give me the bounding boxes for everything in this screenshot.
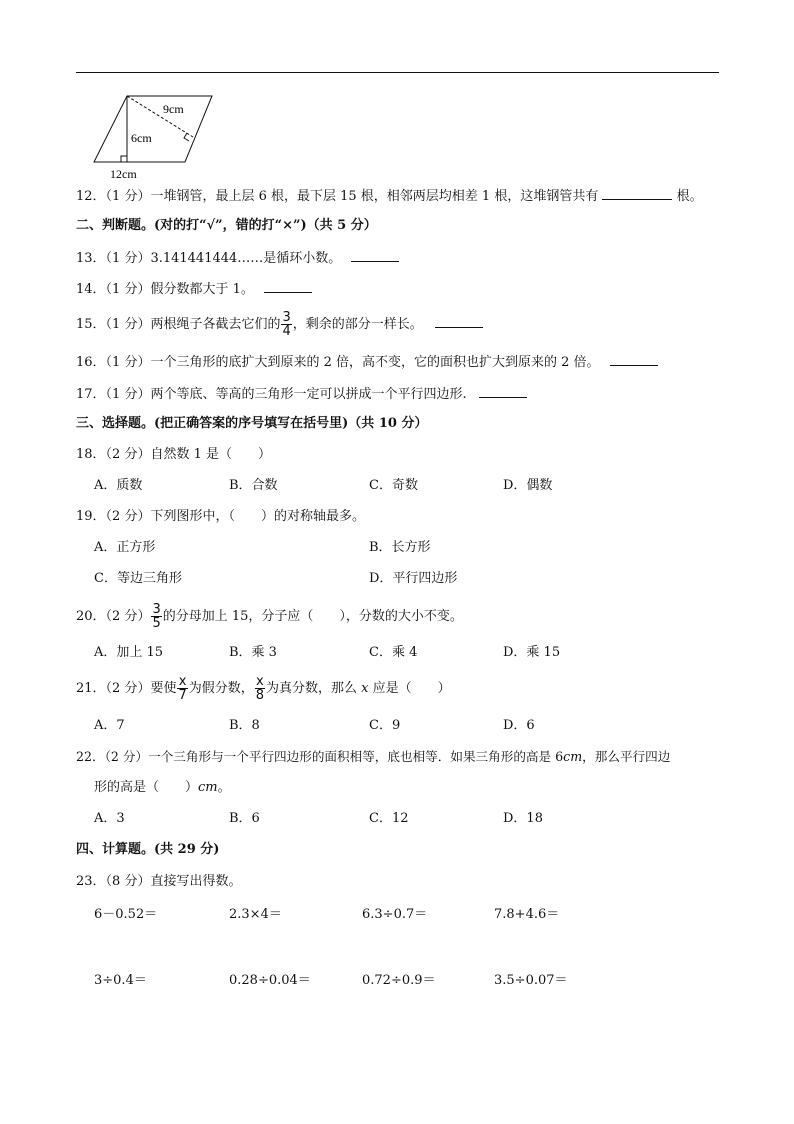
question-17: 17．（1 分）两个等底、等高的三角形一定可以拼成一个平行四边形. bbox=[76, 385, 527, 404]
q22-option-d[interactable]: D．18 bbox=[503, 811, 543, 826]
fraction-3-5: $\frac{3}{5}$ bbox=[152, 602, 161, 631]
question-22-line-2: 形的高是（ ）cm。 bbox=[94, 780, 231, 795]
q22-option-c[interactable]: C．12 bbox=[369, 811, 409, 826]
right-angle-mark bbox=[121, 156, 127, 162]
question-18: 18．（2 分）自然数 1 是（ ） bbox=[76, 447, 271, 462]
question-13: 13．（1 分）3.141441444……是循环小数。 bbox=[76, 249, 399, 268]
parallelogram-figure bbox=[90, 92, 220, 182]
section-4-title: 四、计算题。(共 29 分) bbox=[76, 842, 220, 857]
header-rule bbox=[76, 72, 719, 73]
q18-option-a[interactable]: A．质数 bbox=[94, 478, 143, 493]
q20-option-b[interactable]: B．乘 3 bbox=[229, 645, 277, 660]
calc-1-2: 2.3×4＝ bbox=[229, 907, 282, 922]
parallelogram-shape bbox=[94, 96, 212, 162]
q22-option-b[interactable]: B．6 bbox=[229, 811, 260, 826]
fraction-3-4: $\frac{3}{4}$ bbox=[282, 310, 291, 339]
question-22-line-1: 22．（2 分）一个三角形与一个平行四边形的面积相等，底也相等．如果三角形的高是 6cm，那么平行四边 bbox=[76, 749, 671, 764]
q20-option-d[interactable]: D．乘 15 bbox=[503, 645, 561, 660]
question-16: 16．（1 分）一个三角形的底扩大到原来的 2 倍，高不变，它的面积也扩大到原来的 2 倍。 bbox=[76, 353, 658, 372]
q21-option-b[interactable]: B．8 bbox=[229, 718, 260, 733]
calc-2-3: 0.72÷0.9＝ bbox=[362, 973, 436, 988]
q19-option-c[interactable]: C．等边三角形 bbox=[94, 571, 182, 586]
question-21: 21．（2 分）要使 $\frac{x}{7}$ 为假分数， $\frac{x}{8}$ 为真分数，那么 x 应是（ ） bbox=[76, 674, 451, 703]
answer-blank-17[interactable] bbox=[479, 385, 527, 398]
label-diag: 9cm bbox=[163, 102, 184, 116]
calc-2-1: 3÷0.4＝ bbox=[94, 973, 147, 988]
section-2-title: 二、判断题。(对的打“√”，错的打“×”)（共 5 分） bbox=[76, 218, 377, 233]
question-15: 15．（1 分）两根绳子各截去它们的 $\frac{3}{4}$ ，剩余的部分一样长。 bbox=[76, 311, 483, 338]
answer-blank-14[interactable] bbox=[264, 280, 312, 293]
question-14: 14．（1 分）假分数都大于 1。 bbox=[76, 280, 312, 299]
question-23: 23．（8 分）直接写出得数。 bbox=[76, 874, 242, 889]
section-3-title: 三、选择题。(把正确答案的序号填写在括号里)（共 10 分） bbox=[76, 416, 428, 431]
question-20: 20．（2 分） $\frac{3}{5}$ 的分母加上 15，分子应（ ），分数的大小不变。 bbox=[76, 602, 463, 631]
label-base: 12cm bbox=[110, 167, 137, 181]
calc-1-1: 6－0.52＝ bbox=[94, 907, 158, 922]
answer-blank-12[interactable] bbox=[602, 187, 672, 200]
calc-1-4: 7.8+4.6＝ bbox=[494, 907, 560, 922]
q19-option-d[interactable]: D．平行四边形 bbox=[369, 571, 458, 586]
q20-option-c[interactable]: C．乘 4 bbox=[369, 645, 418, 660]
calc-2-4: 3.5÷0.07＝ bbox=[494, 973, 568, 988]
answer-blank-16[interactable] bbox=[610, 353, 658, 366]
fraction-x-7: $\frac{x}{7}$ bbox=[178, 674, 187, 703]
answer-blank-15[interactable] bbox=[435, 315, 483, 328]
question-19: 19．（2 分）下列图形中，（ ）的对称轴最多。 bbox=[76, 509, 365, 524]
label-height: 6cm bbox=[131, 131, 152, 145]
q18-option-d[interactable]: D．偶数 bbox=[503, 478, 553, 493]
q20-option-a[interactable]: A．加上 15 bbox=[94, 645, 164, 660]
q19-option-a[interactable]: A．正方形 bbox=[94, 540, 156, 555]
calc-1-3: 6.3÷0.7＝ bbox=[362, 907, 428, 922]
calc-2-2: 0.28÷0.04＝ bbox=[229, 973, 311, 988]
answer-blank-13[interactable] bbox=[351, 249, 399, 262]
q19-option-b[interactable]: B．长方形 bbox=[369, 540, 431, 555]
question-12: 12．（1 分）一堆钢管，最上层 6 根，最下层 15 根，相邻两层均相差 1 根，这堆钢管共有 根。 bbox=[76, 189, 703, 204]
q18-option-c[interactable]: C．奇数 bbox=[369, 478, 418, 493]
q21-option-c[interactable]: C．9 bbox=[369, 718, 401, 733]
q21-option-d[interactable]: D．6 bbox=[503, 718, 535, 733]
fraction-x-8: $\frac{x}{8}$ bbox=[255, 674, 265, 703]
q22-option-a[interactable]: A．3 bbox=[94, 811, 125, 826]
q21-option-a[interactable]: A．7 bbox=[94, 718, 125, 733]
q18-option-b[interactable]: B．合数 bbox=[229, 478, 278, 493]
